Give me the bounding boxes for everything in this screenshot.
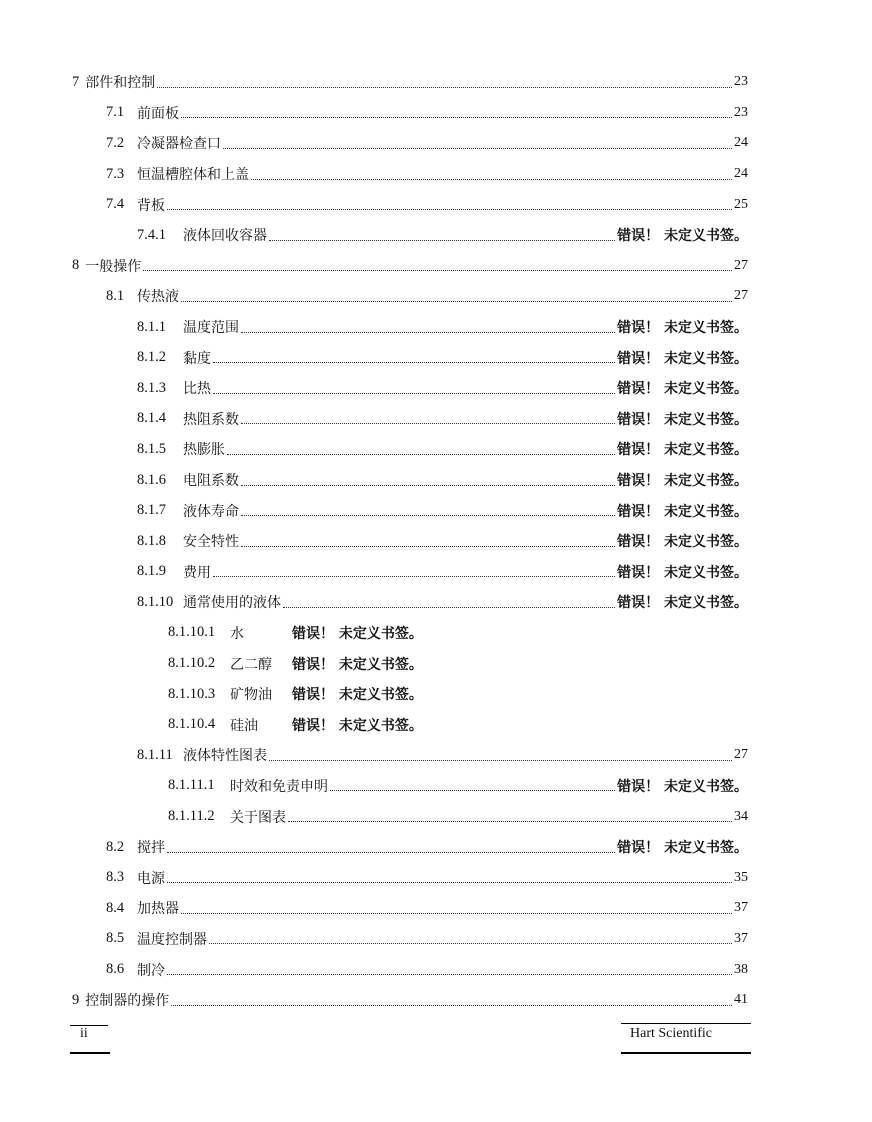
- toc-entry[interactable]: [0, 312, 872, 343]
- toc-entry-page: 24: [734, 135, 748, 151]
- toc-entry-error-label: 错误！ 未定义书签。: [617, 228, 748, 245]
- toc-entry[interactable]: [0, 495, 872, 526]
- toc-entry[interactable]: [0, 251, 872, 282]
- toc-entry-title: 温度范围: [183, 320, 239, 337]
- toc-entry-error-label: 错误！ 未定义书签。: [617, 411, 748, 428]
- toc-entry-title: 电源: [137, 870, 165, 887]
- toc-entry[interactable]: [0, 189, 872, 220]
- toc-entry[interactable]: [0, 771, 872, 802]
- toc-entry-leader: [209, 943, 732, 944]
- footer-right-rule-top: [621, 1023, 751, 1024]
- toc-entry-leader: [241, 515, 615, 516]
- toc-entry[interactable]: [0, 434, 872, 465]
- toc-entry-leader: [157, 87, 732, 88]
- toc-entry-leader: [288, 821, 732, 822]
- toc-entry[interactable]: [0, 709, 872, 740]
- toc-entry-title: 硅油: [230, 717, 258, 734]
- toc-entry-number: 8.1.11: [137, 746, 173, 763]
- toc-entry[interactable]: [0, 893, 872, 924]
- toc-entry-number: 7.3: [106, 165, 125, 182]
- toc-entry-number: 8.5: [106, 930, 125, 947]
- toc-entry-title: 传热液: [137, 289, 179, 306]
- toc-entry-leader: [330, 790, 615, 791]
- footer-left-rule-top: [70, 1025, 108, 1026]
- toc-entry[interactable]: [0, 740, 872, 771]
- table-of-contents: [0, 67, 872, 1015]
- toc-entry-leader: [241, 485, 615, 486]
- toc-entry-page: 37: [734, 930, 748, 946]
- toc-entry-leader: [171, 1005, 732, 1006]
- toc-entry-page: 25: [734, 196, 748, 212]
- toc-entry-number: 8.1.7: [137, 502, 166, 519]
- toc-entry-number: 8.1.1: [137, 318, 166, 335]
- toc-entry-number: 8.1.3: [137, 379, 166, 396]
- toc-entry-title: 热阻系数: [183, 411, 239, 428]
- toc-entry-number: 8.1.9: [137, 563, 166, 580]
- toc-entry-title: 时效和免责申明: [230, 778, 328, 795]
- toc-entry[interactable]: [0, 128, 872, 159]
- toc-entry-leader: [167, 209, 732, 210]
- toc-entry-error-label: 错误！ 未定义书签。: [617, 840, 748, 857]
- toc-entry[interactable]: [0, 832, 872, 863]
- toc-entry-page: 41: [734, 992, 748, 1008]
- toc-entry-title: 热膨胀: [183, 442, 225, 459]
- toc-entry-leader: [213, 576, 615, 577]
- toc-entry[interactable]: [0, 373, 872, 404]
- toc-entry-number: 8.1.4: [137, 410, 166, 427]
- toc-entry-title: 关于图表: [230, 809, 286, 826]
- toc-entry-title: 通常使用的液体: [183, 595, 281, 612]
- toc-entry[interactable]: [0, 404, 872, 435]
- toc-entry-leader: [241, 332, 615, 333]
- toc-entry-title: 背板: [137, 197, 165, 214]
- toc-entry-error-label: 错误！ 未定义书签。: [292, 625, 423, 642]
- toc-entry-title: 部件和控制: [85, 75, 156, 92]
- toc-entry-number: 7.1: [106, 104, 125, 121]
- toc-entry-leader: [181, 117, 732, 118]
- toc-entry-number: 8.1.10.3: [168, 685, 216, 702]
- toc-entry-error-label: 错误！ 未定义书签。: [292, 717, 423, 734]
- toc-entry-leader: [213, 362, 615, 363]
- toc-entry[interactable]: [0, 924, 872, 955]
- toc-entry-title: 一般操作: [85, 258, 142, 275]
- toc-entry-page: 27: [734, 288, 748, 304]
- toc-entry-page: 37: [734, 900, 748, 916]
- toc-entry[interactable]: [0, 159, 872, 190]
- toc-entry-title: 矿物油: [230, 687, 272, 704]
- toc-entry-title: 制冷: [137, 962, 165, 979]
- toc-entry-page: 27: [734, 747, 748, 763]
- toc-entry-leader: [167, 852, 615, 853]
- toc-entry-title: 温度控制器: [137, 931, 207, 948]
- toc-entry[interactable]: [0, 465, 872, 496]
- toc-entry-number: 8.1.10.2: [168, 655, 216, 672]
- toc-entry-number: 8.1.5: [137, 440, 166, 457]
- toc-entry-title: 水: [230, 625, 244, 642]
- toc-entry-leader: [181, 301, 732, 302]
- toc-entry-title: 电阻系数: [183, 473, 239, 490]
- toc-entry-leader: [227, 454, 615, 455]
- toc-entry-number: 8.4: [106, 899, 125, 916]
- toc-entry-number: 8.1.11.1: [168, 777, 215, 794]
- toc-entry-number: 8.3: [106, 869, 125, 886]
- toc-entry-leader: [167, 882, 732, 883]
- toc-entry-page: 27: [734, 257, 748, 273]
- toc-entry-title: 液体寿命: [183, 503, 239, 520]
- toc-entry-error-label: 错误！ 未定义书签。: [617, 320, 748, 337]
- toc-entry-leader: [181, 913, 732, 914]
- toc-entry-title: 液体回收容器: [183, 228, 267, 245]
- toc-entry[interactable]: [0, 618, 872, 649]
- toc-entry-leader: [269, 760, 732, 761]
- toc-entry-error-label: 错误！ 未定义书签。: [617, 595, 748, 612]
- toc-entry-leader: [167, 974, 732, 975]
- toc-entry-error-label: 错误！ 未定义书签。: [617, 381, 748, 398]
- toc-entry-title: 乙二醇: [230, 656, 272, 673]
- toc-entry[interactable]: [0, 342, 872, 373]
- toc-entry[interactable]: [0, 281, 872, 312]
- toc-entry[interactable]: [0, 587, 872, 618]
- toc-entry[interactable]: [0, 67, 872, 98]
- toc-entry[interactable]: [0, 862, 872, 893]
- toc-entry-title: 搅拌: [137, 840, 165, 857]
- toc-entry-leader: [251, 179, 732, 180]
- toc-entry[interactable]: [0, 557, 872, 588]
- toc-entry-leader: [241, 546, 615, 547]
- toc-entry-number: 8.1.10.1: [168, 624, 216, 641]
- toc-entry-number: 8.1.11.2: [168, 808, 215, 825]
- toc-entry-number: 8.6: [106, 961, 125, 978]
- toc-entry-title: 安全特性: [183, 534, 239, 551]
- toc-entry-error-label: 错误！ 未定义书签。: [617, 442, 748, 459]
- toc-entry-number: 8.1.2: [137, 349, 166, 366]
- toc-entry-title: 恒温槽腔体和上盖: [137, 167, 249, 184]
- toc-entry-error-label: 错误！ 未定义书签。: [292, 687, 423, 704]
- toc-entry[interactable]: [0, 679, 872, 710]
- toc-entry-leader: [213, 393, 615, 394]
- toc-entry-number: 8: [72, 257, 80, 274]
- toc-entry-error-label: 错误！ 未定义书签。: [617, 534, 748, 551]
- toc-entry-number: 7.4.1: [137, 226, 166, 243]
- toc-entry-number: 8.1: [106, 287, 125, 304]
- toc-entry-title: 控制器的操作: [85, 993, 170, 1010]
- toc-entry-number: 7.4: [106, 196, 125, 213]
- toc-entry-number: 8.1.6: [137, 471, 166, 488]
- toc-entry-page: 38: [734, 961, 748, 977]
- toc-entry-title: 黏度: [183, 350, 211, 367]
- toc-entry-leader: [269, 240, 615, 241]
- toc-entry-title: 比热: [183, 381, 211, 398]
- toc-entry[interactable]: [0, 648, 872, 679]
- toc-entry-number: 8.1.10: [137, 593, 174, 610]
- toc-entry-error-label: 错误！ 未定义书签。: [292, 656, 423, 673]
- toc-entry-title: 费用: [183, 564, 211, 581]
- toc-entry[interactable]: [0, 526, 872, 557]
- toc-entry-error-label: 错误！ 未定义书签。: [617, 473, 748, 490]
- toc-entry-number: 8.1.8: [137, 532, 166, 549]
- toc-entry[interactable]: [0, 801, 872, 832]
- footer-page-number: ii: [80, 1026, 88, 1041]
- toc-entry-leader: [283, 607, 615, 608]
- toc-entry-page: 35: [734, 869, 748, 885]
- toc-entry-leader: [241, 423, 615, 424]
- footer-right-rule-bottom: [621, 1052, 751, 1054]
- toc-entry-page: 24: [734, 166, 748, 182]
- toc-entry-title: 液体特性图表: [183, 748, 267, 765]
- toc-entry-number: 8.1.10.4: [168, 716, 216, 733]
- toc-entry-number: 8.2: [106, 838, 125, 855]
- footer-left-rule-bottom: [70, 1052, 110, 1054]
- toc-entry-page: 23: [734, 74, 748, 90]
- toc-entry-number: 7: [72, 73, 80, 90]
- toc-entry-page: 34: [734, 808, 748, 824]
- toc-entry[interactable]: [0, 954, 872, 985]
- toc-entry-leader: [223, 148, 732, 149]
- toc-entry-page: 23: [734, 104, 748, 120]
- toc-entry-number: 9: [72, 991, 80, 1008]
- toc-entry-error-label: 错误！ 未定义书签。: [617, 503, 748, 520]
- toc-entry-title: 冷凝器检查口: [137, 136, 221, 153]
- toc-entry-title: 加热器: [137, 901, 179, 918]
- footer-brand: Hart Scientific: [630, 1026, 713, 1041]
- toc-entry[interactable]: [0, 985, 872, 1016]
- toc-entry-error-label: 错误！ 未定义书签。: [617, 564, 748, 581]
- toc-entry-error-label: 错误！ 未定义书签。: [617, 778, 748, 795]
- toc-entry-error-label: 错误！ 未定义书签。: [617, 350, 748, 367]
- toc-entry[interactable]: [0, 220, 872, 251]
- toc-entry-leader: [143, 270, 732, 271]
- toc-entry[interactable]: [0, 98, 872, 129]
- toc-entry-title: 前面板: [137, 105, 179, 122]
- toc-entry-number: 7.2: [106, 134, 125, 151]
